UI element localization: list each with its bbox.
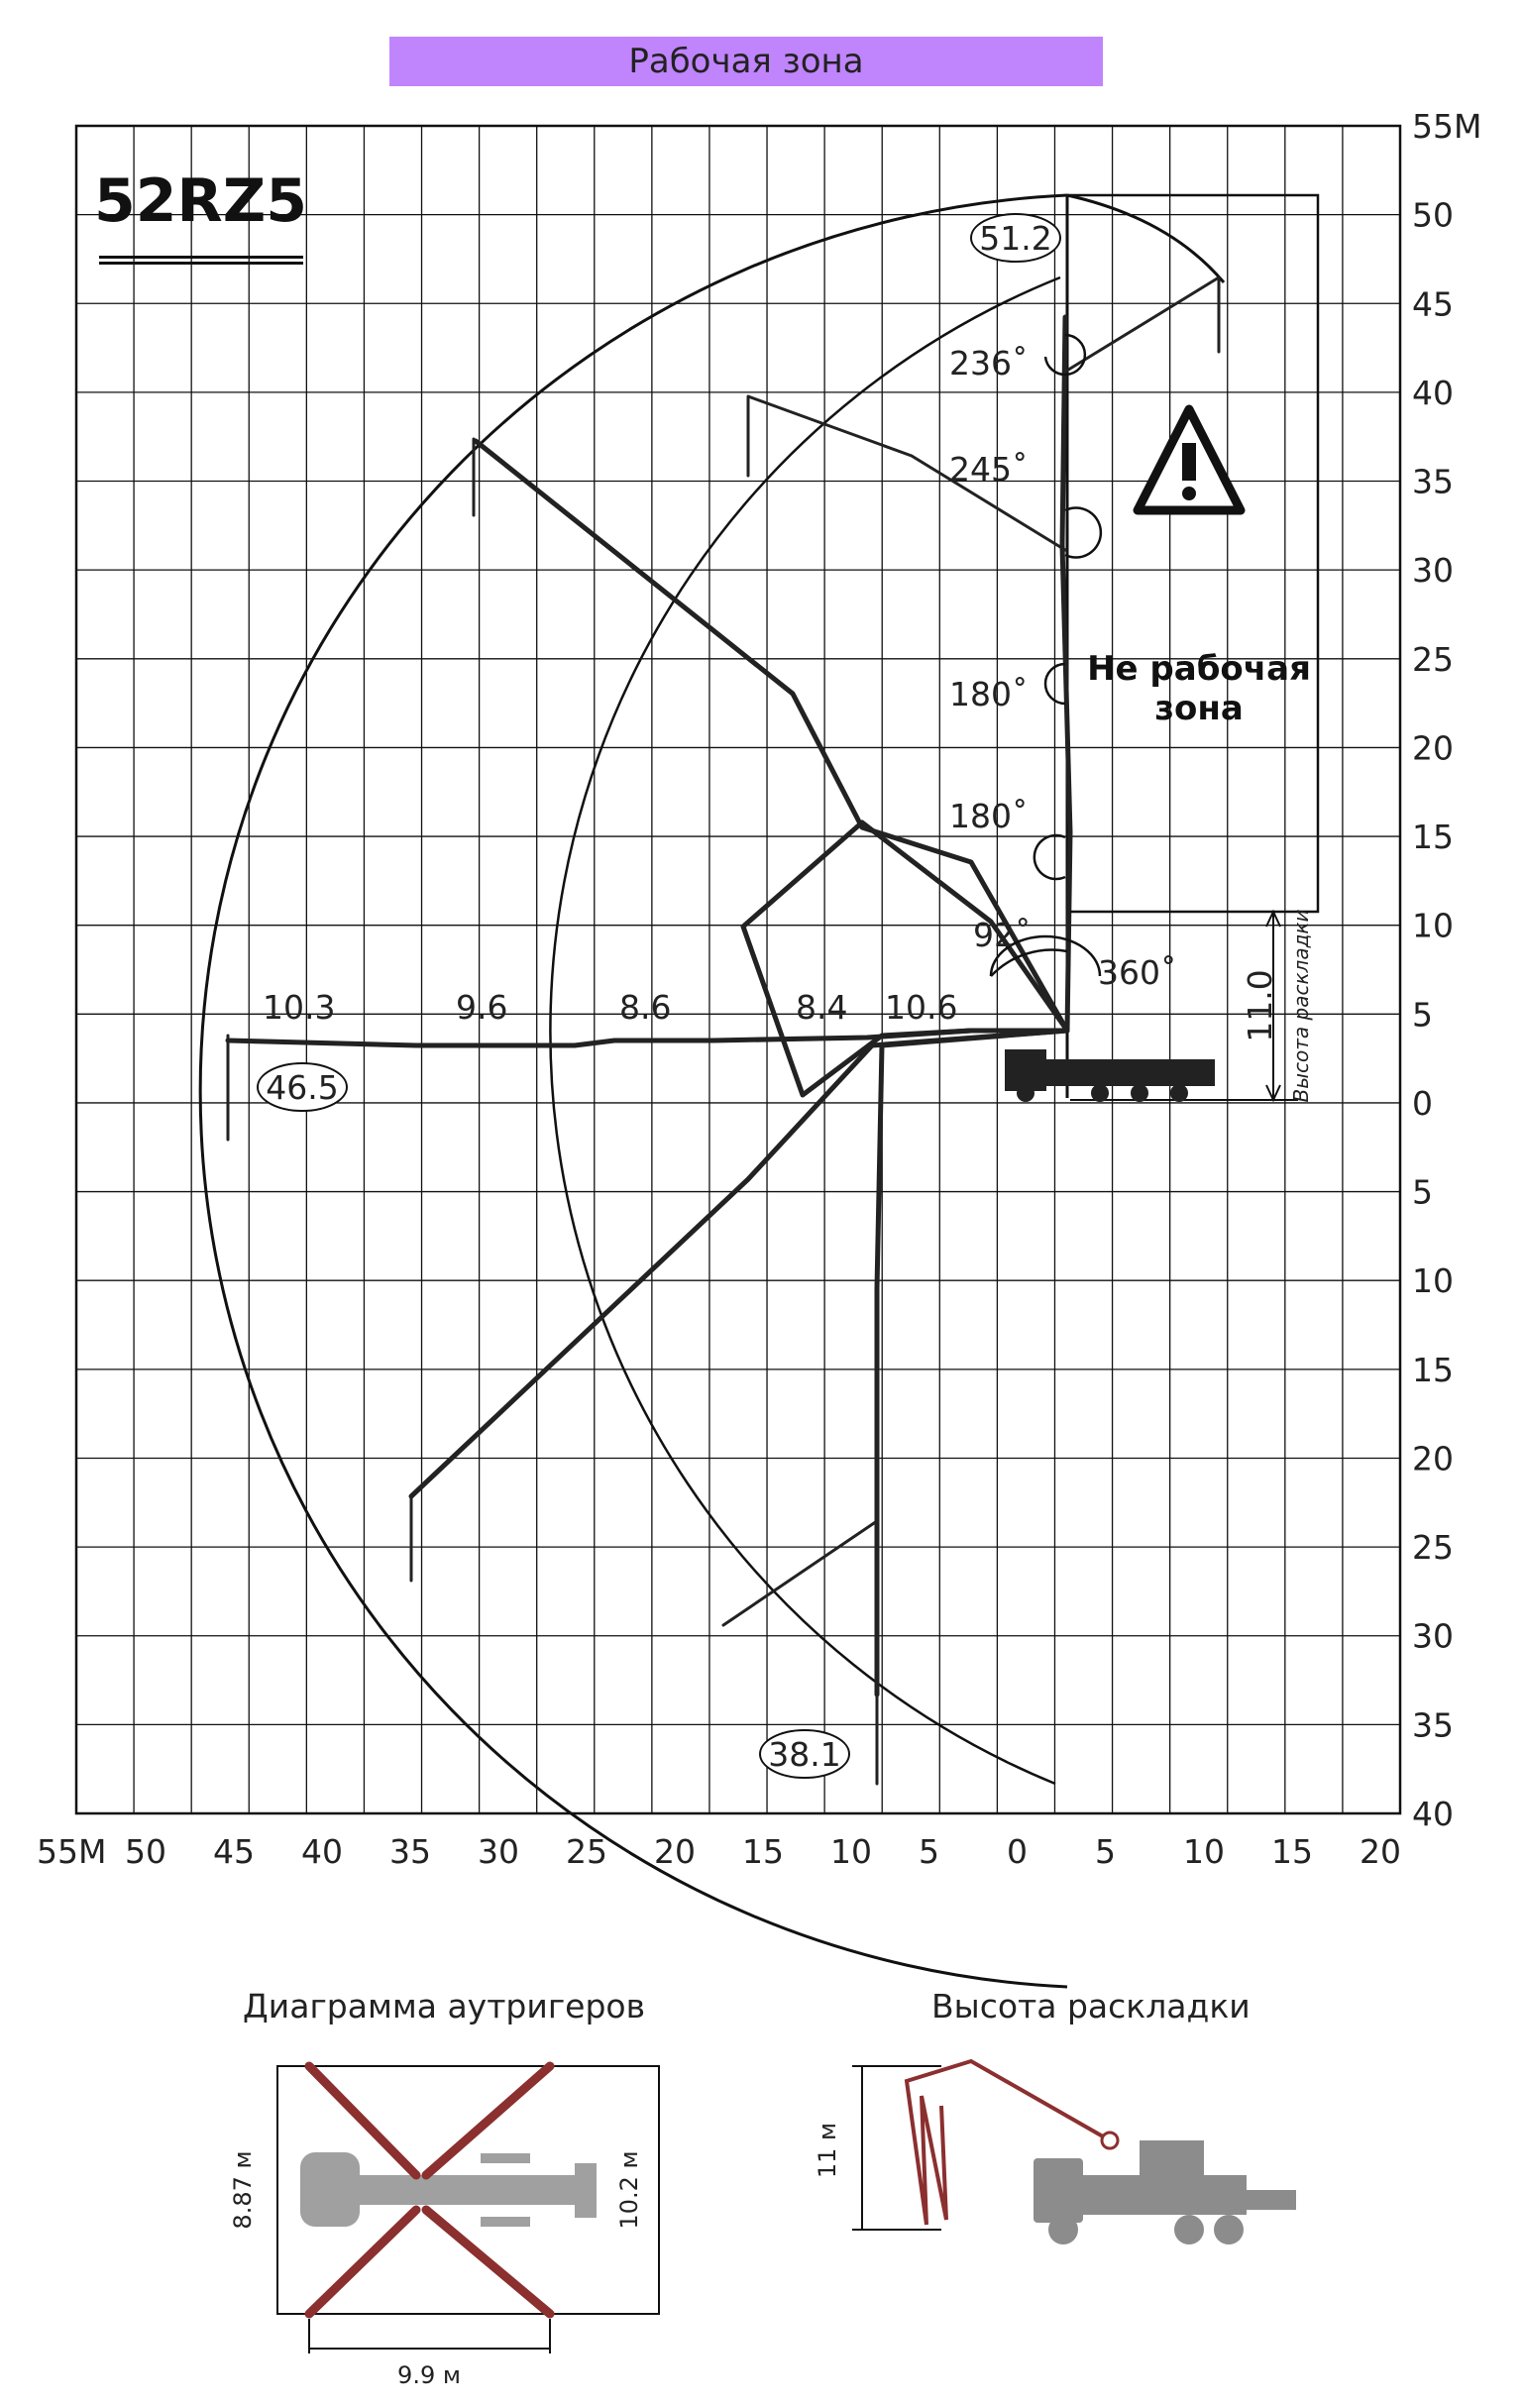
rear-width-value (615, 2150, 643, 2229)
x-tick-label: 30 (478, 1832, 519, 1871)
chart-labels (37, 107, 1481, 2389)
x-tick-label: 35 (389, 1832, 431, 1871)
non-working-zone-label (1070, 649, 1328, 728)
grid-frame (76, 126, 1400, 1813)
max-height-value-text: 51.2 (979, 219, 1052, 258)
x-tick-label: 40 (301, 1832, 343, 1871)
y-tick-label: 20 (1412, 1439, 1454, 1478)
spread-value: 9.9 м (397, 2361, 461, 2389)
y-tick-label: 0 (1412, 1083, 1433, 1123)
unfold-diagram-title: Высота раскладки (931, 1987, 1251, 2025)
non-working-zone-box (1067, 195, 1318, 912)
unfold-diagram-height-text: 11 м (814, 2122, 841, 2179)
rear-width-text: 10.2 м (615, 2150, 643, 2230)
boom-down (877, 1031, 1067, 1695)
y-tick-label: 5 (1412, 995, 1433, 1035)
y-tick-label: 45 (1412, 284, 1454, 324)
section-length: 10.3 (263, 988, 336, 1027)
outrigger-truck-icon (300, 2152, 597, 2227)
truck-main (1006, 1050, 1214, 1101)
y-tick-label: 55M (1412, 107, 1482, 146)
non-working-zone-line-2: зона (1154, 689, 1244, 728)
y-tick-label: 20 (1412, 728, 1454, 768)
x-tick-label: 5 (919, 1832, 939, 1871)
x-tick-label: 5 (1095, 1832, 1116, 1871)
joint-angle: 180˚ (949, 797, 1029, 835)
section-length: 8.6 (619, 988, 672, 1027)
grid (76, 126, 1400, 1813)
section-length: 9.6 (456, 988, 508, 1027)
front-width-text: 8.87 м (229, 2150, 257, 2230)
section-length: 10.6 (885, 988, 958, 1027)
joint-angle: 360˚ (1098, 953, 1177, 992)
y-tick-label: 10 (1412, 906, 1454, 945)
y-tick-label: 35 (1412, 1705, 1454, 1745)
x-tick-label: 10 (1183, 1832, 1225, 1871)
y-tick-label: 25 (1412, 639, 1454, 679)
joint-angle: 236˚ (949, 344, 1029, 383)
x-tick-label: 20 (1360, 1832, 1401, 1871)
y-tick-label: 25 (1412, 1528, 1454, 1568)
y-tick-label: 30 (1412, 1616, 1454, 1656)
max-height-value (971, 214, 1060, 262)
x-tick-label: 25 (566, 1832, 607, 1871)
x-tick-label: 45 (213, 1832, 255, 1871)
unfold-diagram (852, 2061, 1296, 2244)
boom-lower-left (411, 1031, 1067, 1496)
y-tick-label: 40 (1412, 1795, 1454, 1833)
working-zone-banner: Рабочая зона (389, 37, 1103, 86)
outrigger-diagram (277, 2066, 659, 2353)
x-tick-label: 15 (742, 1832, 784, 1871)
unfold-height-value (1241, 969, 1279, 1041)
y-tick-label: 15 (1412, 1350, 1454, 1389)
x-tick-label: 10 (830, 1832, 872, 1871)
non-working-zone-line-1: Не рабочая (1087, 649, 1311, 689)
model-name: 52RZ5 (94, 166, 307, 236)
unfold-truck-icon (1034, 2140, 1296, 2244)
x-tick-label: 55M (37, 1832, 107, 1871)
joint-angle: 245˚ (949, 450, 1029, 489)
outrigger-diagram-title: Диаграмма аутригеров (243, 1987, 646, 2025)
unfold-height-caption (1289, 910, 1313, 1103)
max-reach-value (258, 1063, 347, 1111)
y-tick-label: 5 (1412, 1172, 1433, 1212)
x-tick-label: 15 (1271, 1832, 1313, 1871)
model-underline (99, 256, 303, 265)
working-envelope (200, 195, 1224, 1987)
boom-down-folded (723, 1521, 877, 1625)
unfold-height-label: Высота раскладки (1289, 909, 1313, 1103)
y-tick-label: 35 (1412, 462, 1454, 501)
warning-triangle-icon (1130, 401, 1249, 520)
x-tick-label: 0 (1007, 1832, 1028, 1871)
unfold-height-number: 11.0 (1241, 969, 1279, 1042)
y-tick-label: 10 (1412, 1261, 1454, 1301)
x-tick-label: 20 (654, 1832, 696, 1871)
boom-positions (228, 277, 1219, 1784)
joint-angle: 92˚ (973, 916, 1032, 954)
y-tick-label: 40 (1412, 373, 1454, 412)
y-tick-label: 15 (1412, 818, 1454, 857)
y-tick-label: 50 (1412, 195, 1454, 235)
max-depth-value (760, 1730, 849, 1778)
x-tick-label: 50 (125, 1832, 166, 1871)
front-width-value (229, 2150, 257, 2229)
boom-folded-top (1065, 277, 1219, 372)
y-tick-label: 30 (1412, 551, 1454, 591)
unfold-diagram-height (814, 2123, 841, 2178)
section-length: 8.4 (796, 988, 848, 1027)
max-depth-value-text: 38.1 (768, 1735, 841, 1774)
joint-angle: 180˚ (949, 675, 1029, 713)
max-reach-value-text: 46.5 (266, 1068, 339, 1107)
